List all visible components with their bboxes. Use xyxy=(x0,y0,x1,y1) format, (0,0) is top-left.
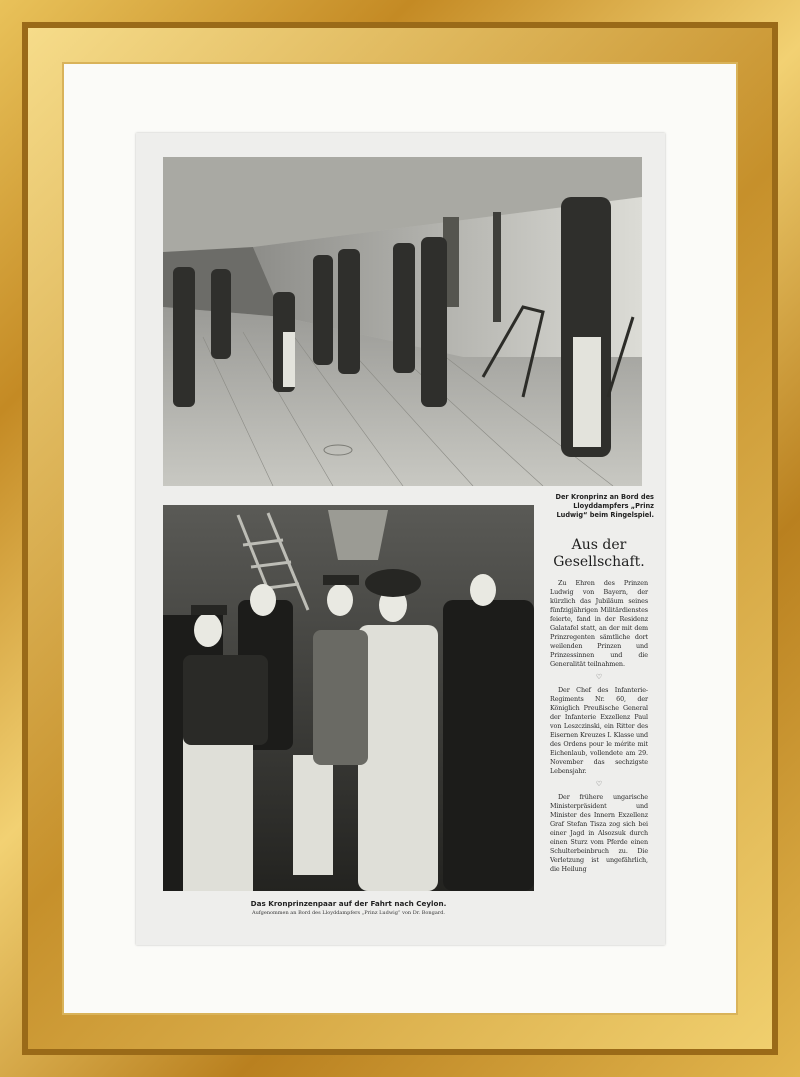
article-paragraph: Der Chef des Infanterie-Regiments Nr. 60, der Königlich Preußische General der Infanterie Exzellenz Paul von Leszczinski, ein Ritter des Eisernen Kreuzes I. Klasse und des Ordens pour le mérite mit Eichenlaub, vollendete am 29. November das sechzigste Lebensjahr. xyxy=(550,686,648,775)
heart-divider-icon: ♡ xyxy=(595,673,603,681)
photo-deck-game xyxy=(163,157,642,486)
article-heading: Aus der Gesellschaft. xyxy=(553,537,645,570)
top-photo-caption: Der Kronprinz an Bord des Lloyddampfers „Prinz Ludwig“ beim Ringelspiel. xyxy=(555,493,654,519)
photo-credit: Aufgenommen an Bord des Lloyddampfers „Prinz Ludwig“ von Dr. Bongard. xyxy=(251,910,446,916)
article-column xyxy=(550,537,648,877)
heart-divider-icon: ♡ xyxy=(595,780,603,788)
couple-photo-illustration xyxy=(163,505,534,891)
photo-crown-prince-couple xyxy=(163,505,534,891)
bottom-photo-caption: Das Kronprinzenpaar auf der Fahrt nach Ceylon. xyxy=(250,899,447,908)
article-paragraph: Zu Ehren des Prinzen Ludwig von Bayern, der kürzlich das Jubiläum seines fünfzigjährigen Militärdienstes feierte, fand in der Residenz Galatafel statt, an der mit dem Prinzregenten sämtliche dort weilenden Prinzen und Prinzessinnen und die Generalität teilnahmen. xyxy=(550,579,648,668)
article-paragraph: Der frühere ungarische Ministerpräsident und Minister des Innern Exzellenz Graf Stefan Tisza zog sich bei einer Jagd in Alsozsuk durch einen Sturz vom Pferde einen Schulterbeinbruch zu. Die Verletzung ist ungefährlich, die Heilung xyxy=(550,793,648,873)
magazine-page xyxy=(136,133,665,945)
deck-photo-illustration xyxy=(163,157,642,486)
